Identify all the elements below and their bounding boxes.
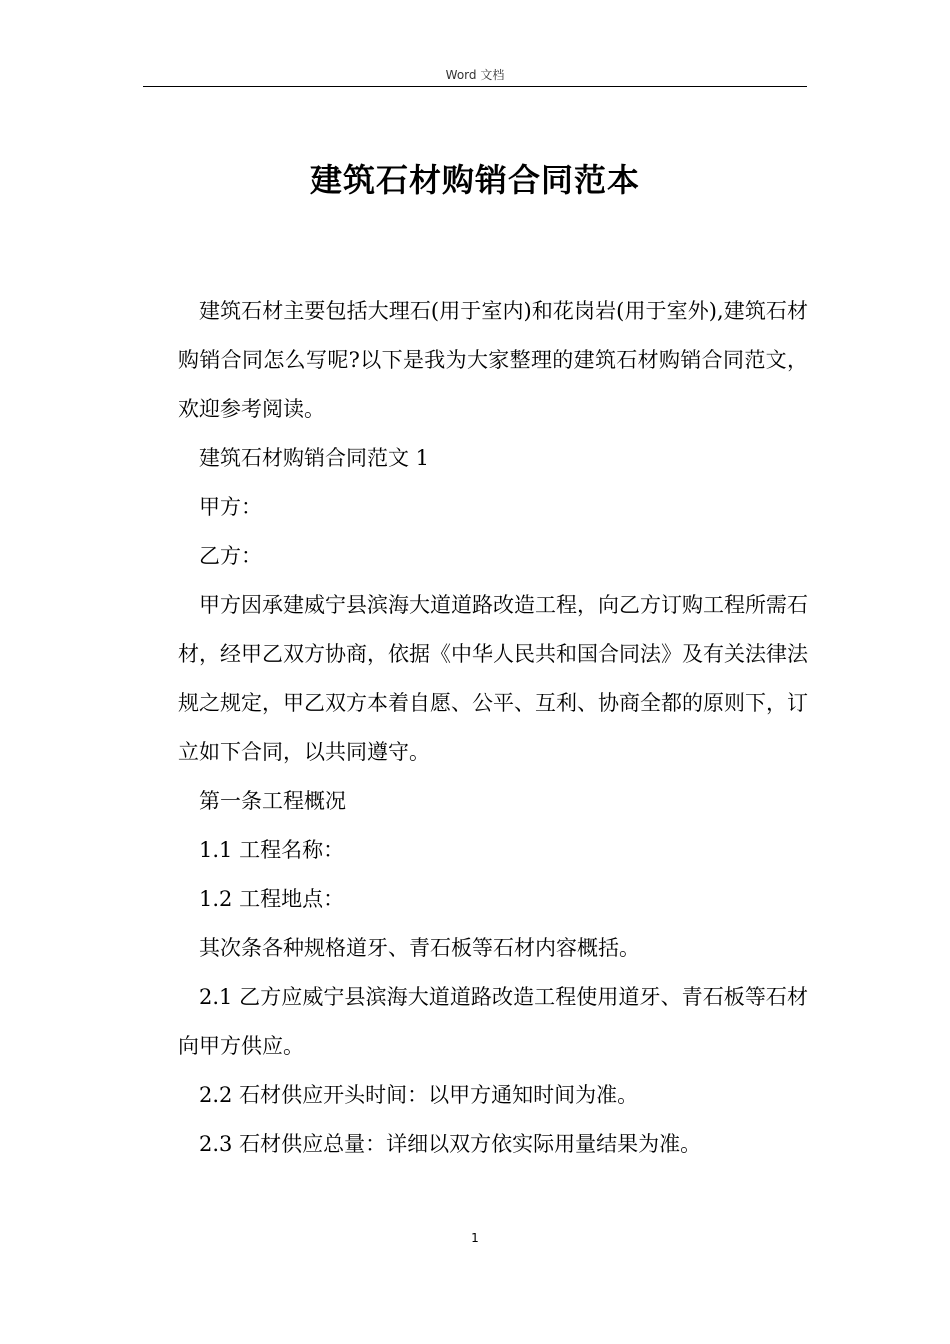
header-rule (143, 86, 807, 87)
paragraph-clause-1-1: 1.1 工程名称： (199, 838, 345, 862)
paragraph-party-a: 甲方： (199, 495, 262, 519)
document-body (178, 287, 808, 1169)
paragraph-clause-1-2: 1.2 工程地点： (199, 887, 345, 911)
paragraph-party-b: 乙方： (199, 544, 262, 568)
paragraph-intro: 建筑石材主要包括大理石(用于室内)和花岗岩(用于室外),建筑石材购销合同怎么写呢?以下是我为大家整理的建筑石材购销合同范文，欢迎参考阅读。 (178, 299, 808, 421)
paragraph-section-title: 建筑石材购销合同范文 1 (199, 446, 430, 470)
page-number: 1 (471, 1231, 479, 1245)
page-header: Word 文档 (445, 68, 505, 82)
paragraph-clause-2-2: 2.2 石材供应开头时间：以甲方通知时间为准。 (199, 1083, 639, 1107)
paragraph-clause-2-3: 2.3 石材供应总量：详细以双方依实际用量结果为准。 (199, 1132, 702, 1156)
document-title: 建筑石材购销合同范本 (309, 161, 640, 199)
paragraph-article-2: 其次条各种规格道牙、青石板等石材内容概括。 (199, 936, 640, 960)
paragraph-article-1: 第一条工程概况 (199, 789, 346, 813)
paragraph-preamble: 甲方因承建威宁县滨海大道道路改造工程，向乙方订购工程所需石材，经甲乙双方协商，依据《中华人民共和国合同法》及有关法律法规之规定，甲乙双方本着自愿、公平、互利、协商全都的原则下，订立如下合同，以共同遵守。 (178, 593, 808, 764)
paragraph-clause-2-1: 2.1 乙方应威宁县滨海大道道路改造工程使用道牙、青石板等石材向甲方供应。 (178, 985, 808, 1058)
